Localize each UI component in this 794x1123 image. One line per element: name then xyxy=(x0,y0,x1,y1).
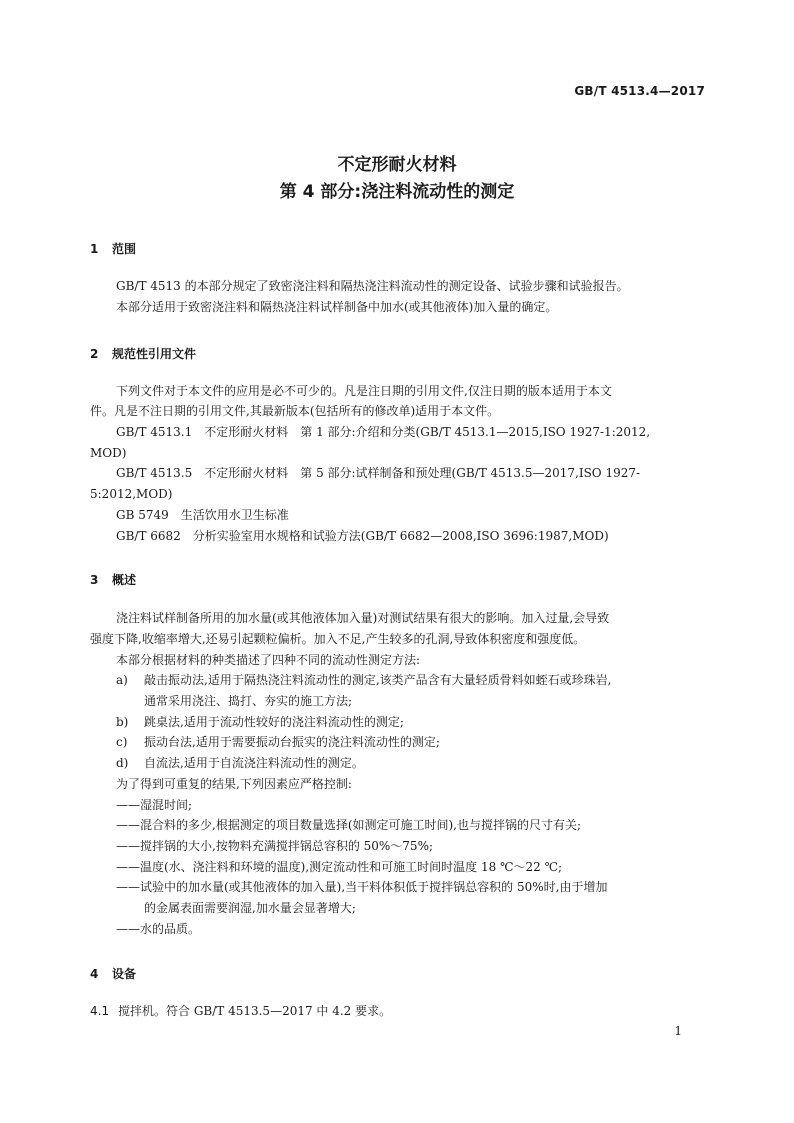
subsection-text: 搅拌机。符合 GB/T 4513.5—2017 中 4.2 要求。 xyxy=(118,1004,392,1018)
section-2-line: 下列文件对于本文件的应用是必不可少的。凡是注日期的引用文件,仅注日期的版本适用于本文 xyxy=(116,384,612,398)
list-item xyxy=(116,734,440,750)
list-text: 自流法,适用于自流浇注料流动性的测定。 xyxy=(144,756,364,770)
document-title-line1: 不定形耐火材料 xyxy=(337,155,457,175)
dash-item: ——搅拌锅的大小,按物料充满搅拌锅总容积的 50%～75%; xyxy=(116,839,434,853)
section-1-line: 本部分适用于致密浇注料和隔热浇注料试样制备中加水(或其他液体)加入量的确定。 xyxy=(116,300,558,314)
section-3-line: 浇注料试样制备所用的加水量(或其他液体加入量)对测试结果有很大的影响。加入过量,会导致 xyxy=(116,611,610,625)
page-number: 1 xyxy=(674,1024,682,1038)
list-label: d) xyxy=(116,756,129,770)
list-text: 敲击振动法,适用于隔热浇注料流动性的测定,该类产品含有大量轻质骨料如蛭石或珍珠岩, xyxy=(144,673,612,687)
section-number: 3 xyxy=(90,573,99,587)
section-2-line: 件。凡是不注日期的引用文件,其最新版本(包括所有的修改单)适用于本文件。 xyxy=(90,404,500,418)
normative-reference-cont: MOD) xyxy=(90,446,127,460)
section-title: 范围 xyxy=(112,242,137,256)
normative-reference: GB/T 4513.5 不定形耐火材料 第 5 部分:试样制备和预处理(GB/T 4513.5—2017,ISO 1927- xyxy=(116,466,641,480)
section-title: 规范性引用文件 xyxy=(112,347,197,361)
subsection-number: 4.1 xyxy=(90,1004,110,1018)
section-number: 1 xyxy=(90,242,99,256)
dash-item: ——湿混时间; xyxy=(116,798,193,812)
subsection-4-1 xyxy=(90,1003,391,1019)
normative-reference: GB/T 6682 分析实验室用水规格和试验方法(GB/T 6682—2008,ISO 3696:1987,MOD) xyxy=(116,529,609,543)
section-3-line: 本部分根据材料的种类描述了四种不同的流动性测定方法: xyxy=(116,653,421,667)
standard-number: GB/T 4513.4—2017 xyxy=(574,84,705,98)
section-number: 2 xyxy=(90,347,99,361)
list-text: 振动台法,适用于需要振动台振实的浇注料流动性的测定; xyxy=(144,735,440,749)
section-3-heading xyxy=(90,571,136,588)
dash-item: ——温度(水、浇注料和环境的温度),测定流动性和可施工时间时温度 18 ℃～22 ℃; xyxy=(116,860,563,874)
list-label: b) xyxy=(116,715,129,729)
list-item xyxy=(116,755,364,771)
dash-item: ——混合料的多少,根据测定的项目数量选择(如测定可施工时间),也与搅拌锅的尺寸有关; xyxy=(116,818,582,832)
list-label: a) xyxy=(116,673,128,687)
section-number: 4 xyxy=(90,967,99,981)
section-1-heading xyxy=(90,240,136,257)
list-item xyxy=(116,672,611,688)
list-item-cont: 通常采用浇注、捣打、夯实的施工方法; xyxy=(144,694,353,708)
section-title: 概述 xyxy=(112,573,137,587)
document-title-line2: 第 4 部分:浇注料流动性的测定 xyxy=(279,182,515,202)
dash-item: ——试验中的加水量(或其他液体的加入量),当干料体积低于搅拌锅总容积的 50%时,由于增加 xyxy=(116,880,608,894)
section-3-line: 为了得到可重复的结果,下列因素应严格控制: xyxy=(116,777,352,791)
normative-reference-cont: 5:2012,MOD) xyxy=(90,487,173,501)
list-item xyxy=(116,714,404,730)
section-3-line: 强度下降,收缩率增大,还易引起颗粒偏析。加入不足,产生较多的孔洞,导致体积密度和强度低。 xyxy=(90,632,586,646)
section-1-line: GB/T 4513 的本部分规定了致密浇注料和隔热浇注料流动性的测定设备、试验步骤和试验报告。 xyxy=(116,279,629,293)
section-4-heading xyxy=(90,965,136,982)
list-text: 跳桌法,适用于流动性较好的浇注料流动性的测定; xyxy=(144,715,404,729)
normative-reference: GB/T 4513.1 不定形耐火材料 第 1 部分:介绍和分类(GB/T 4513.1—2015,ISO 1927-1:2012, xyxy=(116,425,651,439)
section-title: 设备 xyxy=(112,967,137,981)
section-2-heading xyxy=(90,345,196,362)
list-label: c) xyxy=(116,735,128,749)
normative-reference: GB 5749 生活饮用水卫生标准 xyxy=(116,508,289,522)
dash-item: ——水的品质。 xyxy=(116,922,201,936)
dash-item-cont: 的金属表面需要润湿,加水量会显著增大; xyxy=(144,901,356,915)
